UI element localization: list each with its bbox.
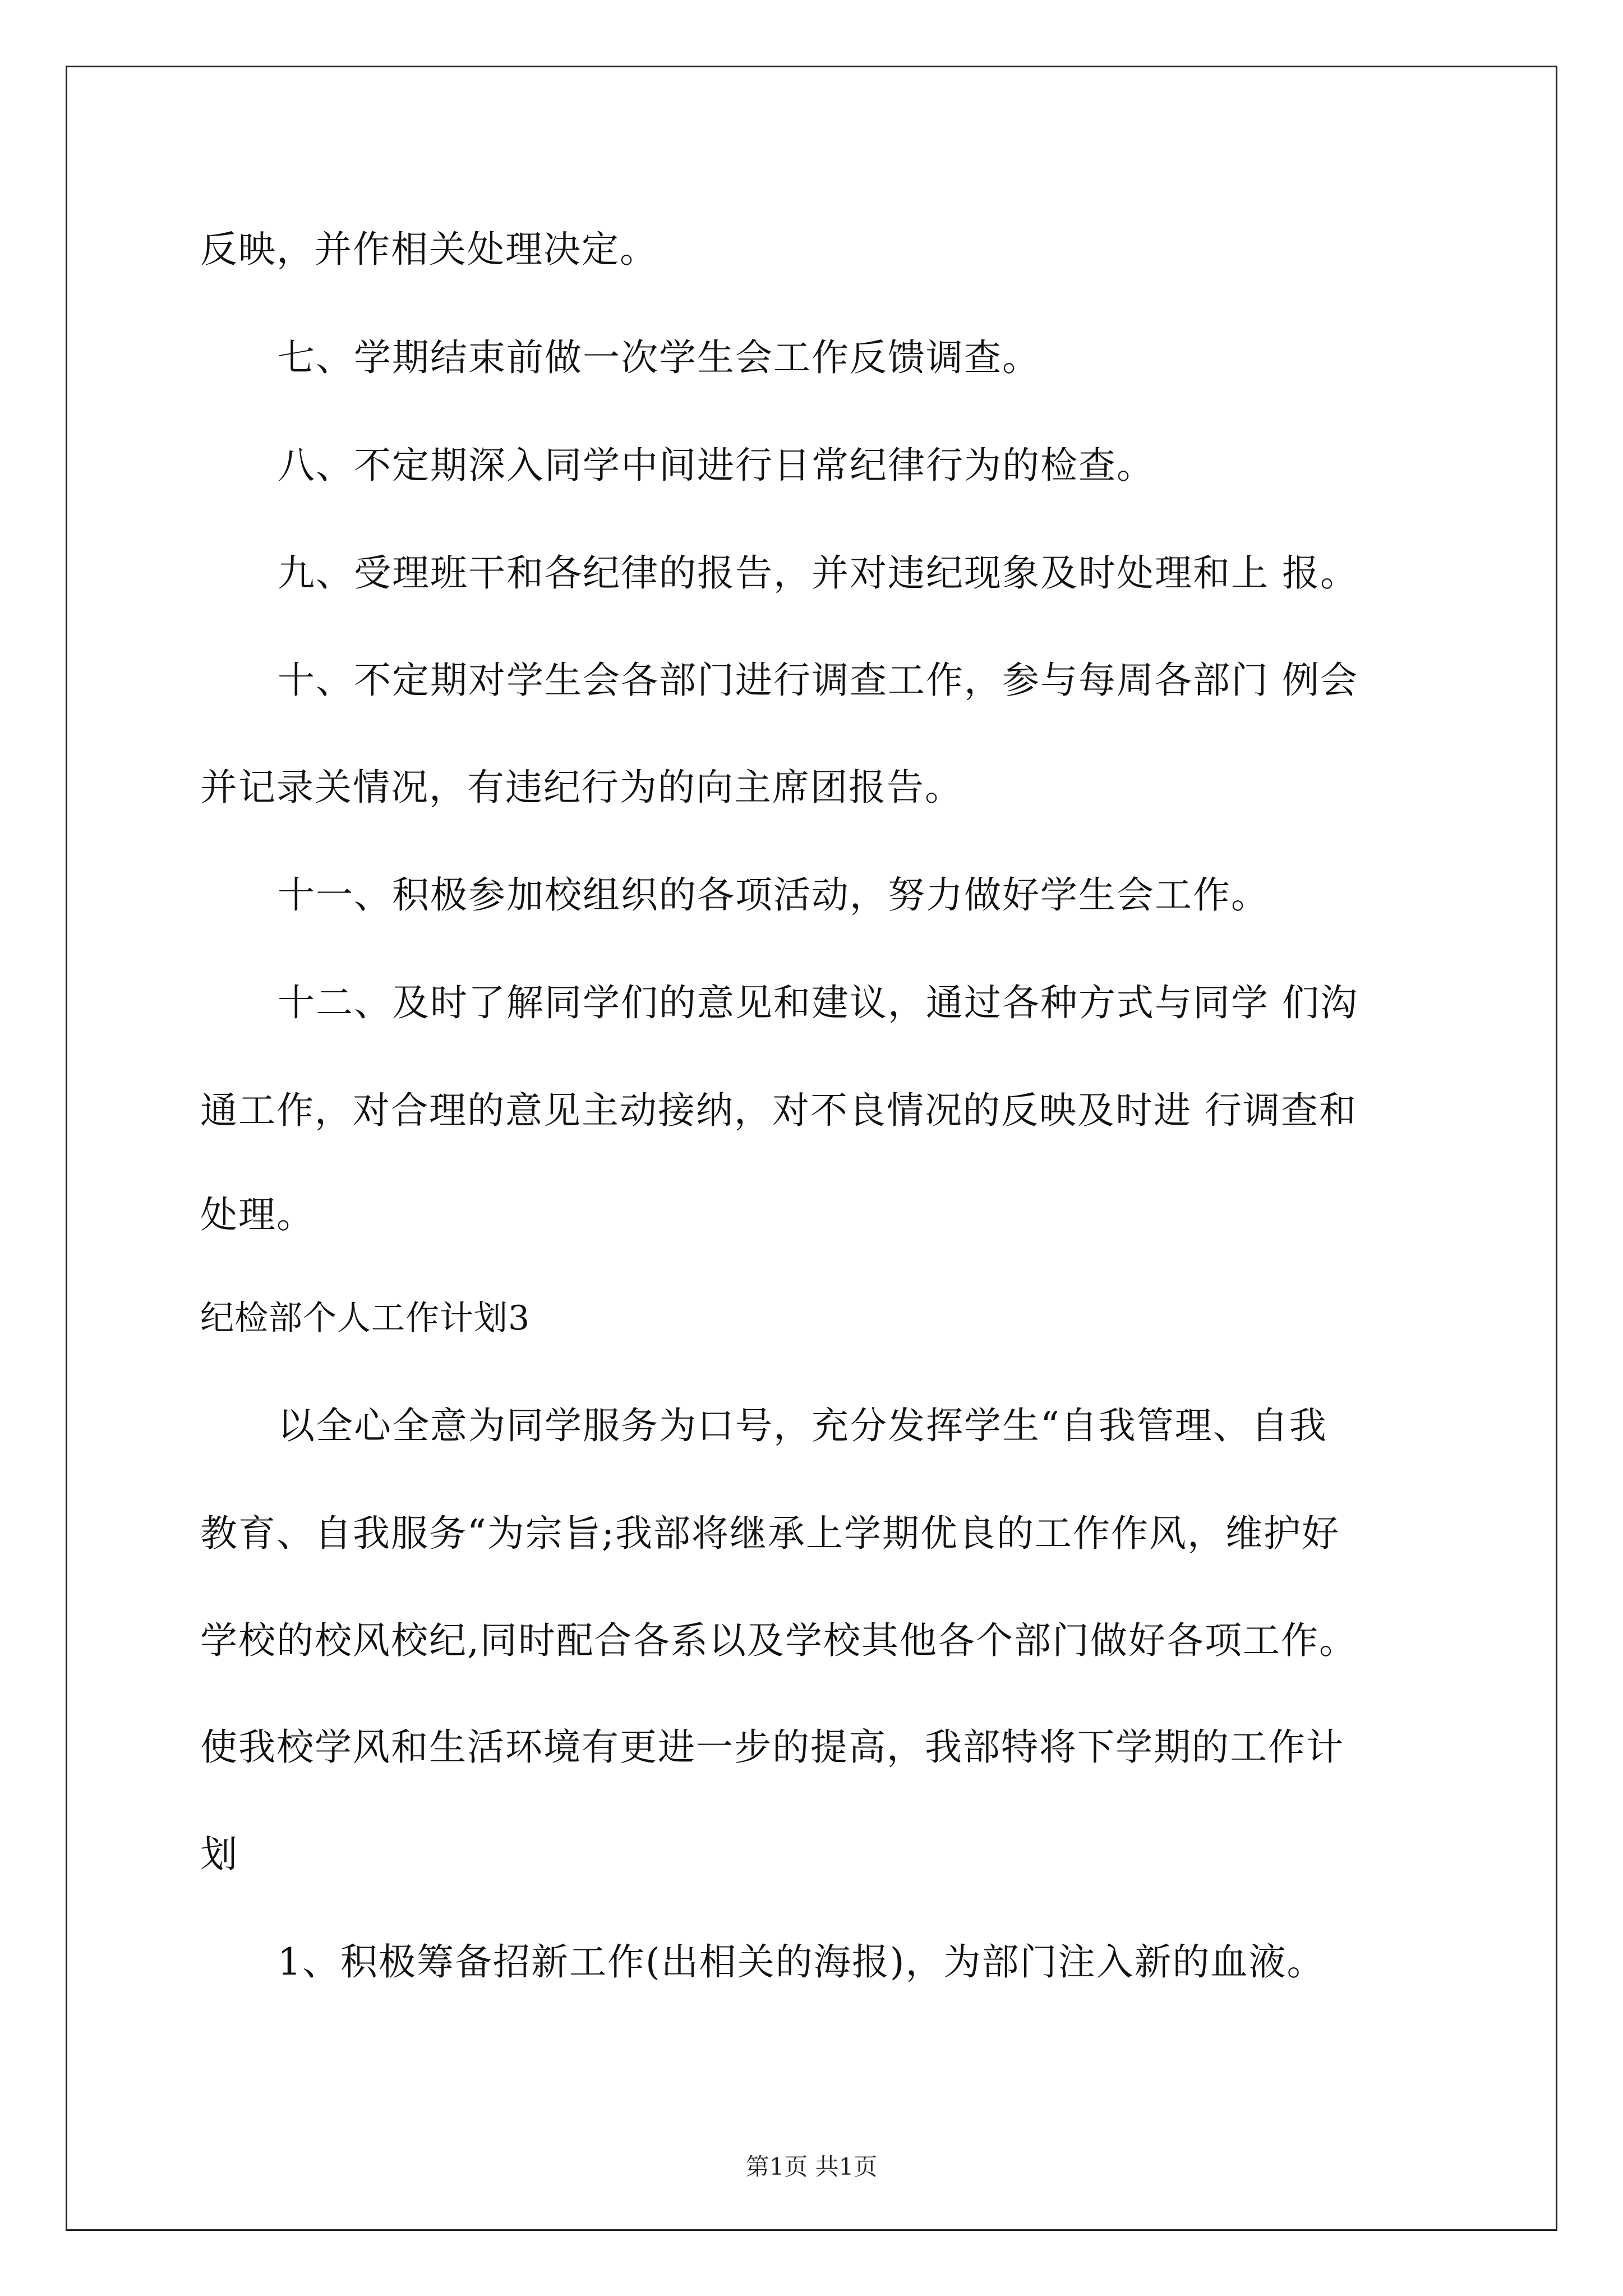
body-text-line: 处理。 [200,1193,315,1236]
list-item-8: 八、不定期深入同学中间进行日常纪律行为的检查。 [278,444,1155,487]
list-item-7: 七、学期结束前做一次学生会工作反馈调查。 [278,336,1040,379]
section-heading: 纪检部个人工作计划3 [200,1299,531,1338]
list-item-1: 1、积极筹备招新工作(出相关的海报)，为部门注入新的血液。 [278,1940,1325,1984]
list-item-10: 十、不定期对学生会各部门进行调查工作，参与每周各部门 例会 [278,659,1358,702]
list-item-11: 十一、积极参加校组织的各项活动，努力做好学生会工作。 [278,873,1269,917]
paragraph-line: 学校的校风校纪,同时配合各系以及学校其他各个部门做好各项工作。 [200,1619,1357,1662]
paragraph-line: 使我校学风和生活环境有更进一步的提高，我部特将下学期的工作计 [200,1726,1344,1769]
page-border [66,66,1557,2231]
page-footer: 第1页 共1页 [745,2153,878,2180]
paragraph-line: 划 [200,1833,238,1876]
paragraph-line: 教育、自我服务“为宗旨;我部将继承上学期优良的工作作风，维护好 [200,1512,1340,1555]
body-text-line: 通工作，对合理的意见主动接纳，对不良情况的反映及时进 行调查和 [200,1089,1357,1132]
body-text-line: 并记录关情况，有违纪行为的向主席团报告。 [200,766,963,809]
body-text-line: 反映，并作相关处理决定。 [200,228,658,271]
list-item-9: 九、受理班干和各纪律的报告，并对违纪现象及时处理和上 报。 [278,551,1358,595]
list-item-12: 十二、及时了解同学们的意见和建议，通过各种方式与同学 们沟 [278,981,1358,1024]
paragraph-line: 以全心全意为同学服务为口号，充分发挥学生“自我管理、自我 [278,1404,1327,1447]
